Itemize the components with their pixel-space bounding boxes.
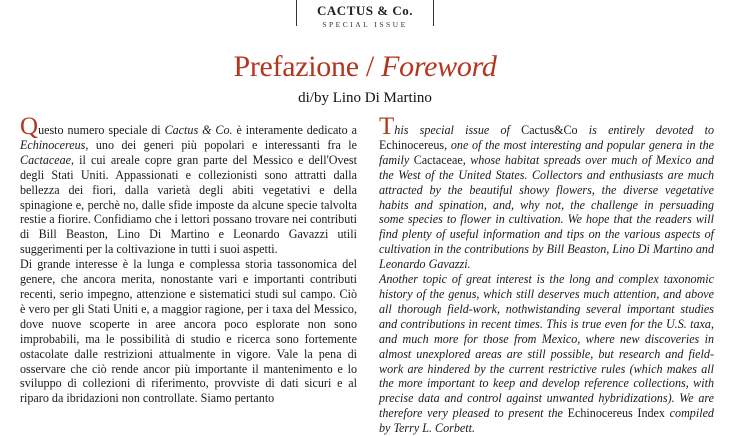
english-column (379, 113, 714, 436)
special-issue-label: SPECIAL ISSUE (322, 20, 408, 29)
journal-header (0, 3, 730, 29)
italian-drop-cap: Q (20, 113, 39, 140)
title-english: Foreword (381, 50, 497, 83)
english-paragraph-1: This special issue of Cactus&Co is entirely devoted to Echinocereus, one of the most interesting and popular genera in the family Cactaceae, whose habitat spreads over much of Mexico and the West of the United States. Collectors and enthusiasts are much attracted by the beautiful showy flowers, the diverse vegetative habits and spination, and, why not, the challenge in persuading some species to flower in cultivation. We hope that the readers will find plenty of useful information and tips on the various aspects of cultivation in the contributions by Bill Beaston, Lino Di Martino and Leonardo Gavazzi. (379, 113, 714, 272)
italian-column (20, 113, 358, 406)
title-italian: Prefazione (233, 50, 359, 83)
journal-brand: CACTUS & Co. (317, 3, 413, 18)
italian-paragraph-2: Di grande interesse è la lunga e complessa storia tassonomica del genere, che ancora merita, nonostante vari e importanti contributi recenti, serio impegno, attenzione e sistematici studi sul campo. Ciò è vero per gli Stati Uniti e, a maggior ragione, per i taxa del Messico, dove nuove scoperte in aree ancora poco esplorate non sono improbabili, ma le possibilità di studio e ricerca sono fortemente ostacolate dalle restrizioni attualmente in vigore. Vale la pena di osservare che ciò rende ancor più importante il mantenimento e lo sviluppo di collezioni di riferimento, provviste di dati sicuri e al riparo da ibridazioni non controllate. Siamo pertanto (20, 257, 357, 406)
title-separator: / (358, 50, 382, 83)
italian-paragraph-1: Questo numero speciale di Cactus & Co. è interamente dedicato a Echinocereus, uno dei generi più popolari e interessanti fra le Cactaceae, il cui areale copre gran parte del Messico e dell'Ovest degli Stati Uniti. Appassionati e collezionisti sono attratti dalla bellezza dei fiori, dalla varietà degli abiti vegetativi e della spinagione e, perchè no, dalle sfide imposte da alcune specie talvolta restie a fiorire. Confidiamo che i lettori possano trovare nei contributi di Bill Beaston, Lino Di Martino e Leonardo Gavazzi utili suggerimenti per la coltivazione in tutti i suoi aspetti. (20, 113, 358, 257)
english-drop-cap: T (379, 113, 395, 140)
english-paragraph-2: Another topic of great interest is the long and complex taxonomic history of the genus, which still deserves much attention, and above all thorough field-work, nothwistanding several important studies and contributions in recent times. This is true even for the U.S. taxa, and much more for those from Mexico, where new discoveries in almost unexplored areas are still possible, but research and field-work are hindered by the current restrictive rules (which makes all the more important to keep and develop reference collections, with precise data and control against unwanted hybridizations). We are therefore very pleased to present the Echinocereus Index compiled by Terry L. Corbett. (379, 272, 714, 436)
author-byline: di/by Lino Di Martino (298, 90, 432, 106)
page-title (0, 50, 730, 84)
